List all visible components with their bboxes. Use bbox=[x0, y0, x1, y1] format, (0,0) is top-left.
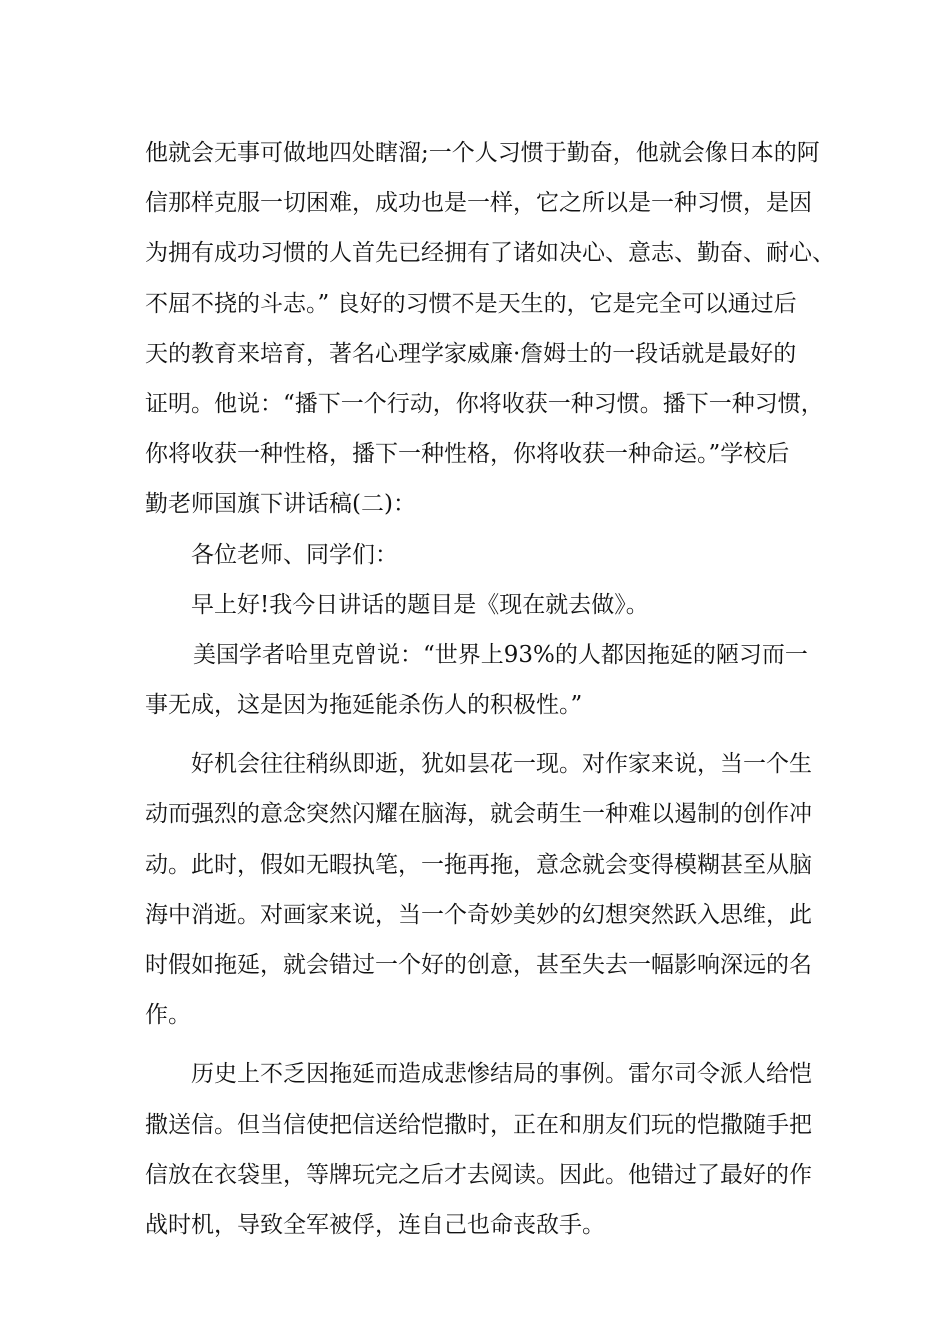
text-line: 信放在衣袋里，等牌玩完之后才去阅读。因此。他错过了最好的作 bbox=[145, 1161, 812, 1188]
text-line: 天的教育来培育，著名心理学家威廉·詹姆士的一段话就是最好的 bbox=[145, 340, 797, 367]
text-line: 为拥有成功习惯的人首先已经拥有了诸如决心、意志、勤奋、耐心、 bbox=[145, 240, 835, 267]
text-line: 时假如拖延，就会错过一个好的创意，甚至失去一幅影响深远的名 bbox=[145, 952, 812, 978]
text-line: 美国学者哈里克曾说：“世界上93%的人都因拖延的陋习而一 bbox=[193, 641, 808, 668]
text-line: 他就会无事可做地四处瞎溜;一个人习惯于勤奋，他就会像日本的阿 bbox=[145, 140, 820, 166]
text-line: 不屈不挠的斗志。” 良好的习惯不是天生的，它是完全可以通过后 bbox=[145, 290, 797, 317]
text-line: 作。 bbox=[145, 1002, 191, 1029]
paragraph-gap bbox=[145, 730, 835, 739]
text-line: 好机会往往稍纵即逝，犹如昙花一现。对作家来说，当一个生 bbox=[191, 751, 812, 778]
text-line: 事无成，这是因为拖延能杀伤人的积极性。” bbox=[145, 692, 583, 719]
paragraph-gap bbox=[145, 1040, 835, 1049]
text-line: 信那样克服一切困难，成功也是一样，它之所以是一种习惯，是因 bbox=[145, 190, 812, 217]
text-line: 证明。他说：“播下一个行动，你将收获一种习惯。播下一种习惯， bbox=[145, 390, 824, 417]
text-line: 历史上不乏因拖延而造成悲惨结局的事例。雷尔司令派人给恺 bbox=[191, 1061, 812, 1088]
greeting-line: 各位老师、同学们： bbox=[191, 541, 398, 568]
text-line: 海中消逝。对画家来说，当一个奇妙美妙的幻想突然跃入思维，此 bbox=[145, 901, 812, 928]
section-heading: 勤老师国旗下讲话稿(二)： bbox=[145, 491, 416, 518]
text-line: 你将收获一种性格，播下一种性格，你将收获一种命运。”学校后 bbox=[145, 441, 790, 468]
text-line: 撒送信。但当信使把信送给恺撒时，正在和朋友们玩的恺撒随手把 bbox=[145, 1111, 812, 1138]
text-line: 战时机，导致全军被俘，连自己也命丧敌手。 bbox=[145, 1211, 605, 1238]
opening-line: 早上好!我今日讲话的题目是《现在就去做》。 bbox=[191, 591, 649, 618]
text-line: 动。此时，假如无暇执笔，一拖再拖，意念就会变得模糊甚至从脑 bbox=[145, 851, 812, 878]
text-line: 动而强烈的意念突然闪耀在脑海，就会萌生一种难以遏制的创作冲 bbox=[145, 801, 812, 828]
body-text bbox=[145, 128, 835, 1250]
